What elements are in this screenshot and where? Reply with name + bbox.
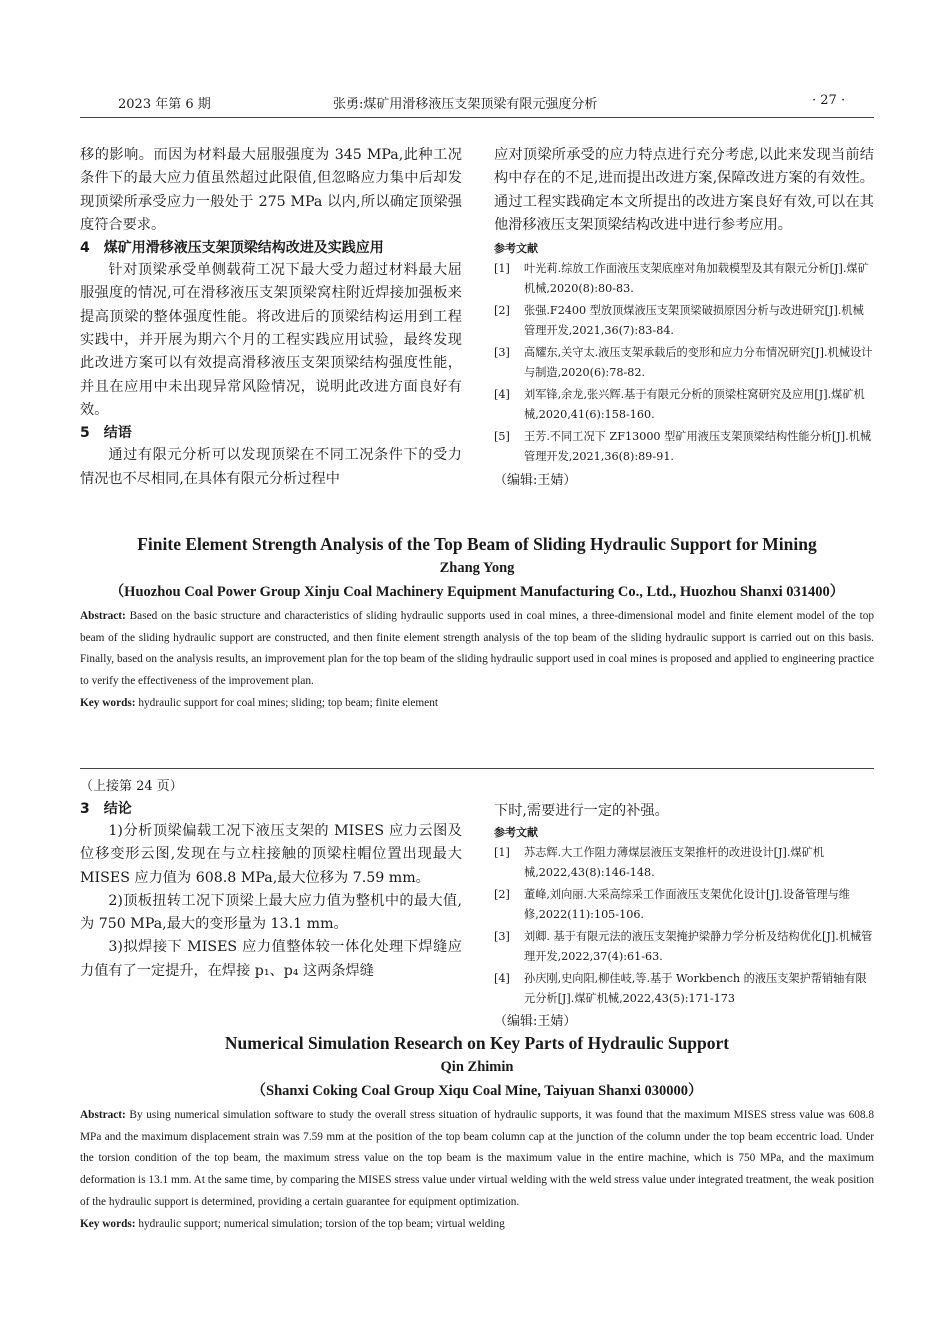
- reference-number: [3]: [494, 346, 510, 360]
- article2-conclusion-item: 2)顶板扭转工况下顶梁上最大应力值为整机中的最大值,为 750 MPa,最大的变形量为 13.1 mm。: [80, 892, 462, 933]
- keywords-text: hydraulic support; numerical simulation; torsion of the top beam; virtual welding: [135, 1217, 505, 1230]
- abstract-label: Abstract:: [80, 1109, 126, 1121]
- article1-section-5-heading: 5 结语: [80, 425, 132, 442]
- reference-number: [1]: [494, 846, 510, 860]
- article1-paragraph: 通过有限元分析可以发现顶梁在不同工况条件下的受力情况也不尽相同,在具体有限元分析过程中: [80, 447, 462, 487]
- article2-english-affiliation: （Shanxi Coking Coal Group Xiqu Coal Mine, Taiyuan Shanxi 030000）: [251, 1083, 703, 1099]
- reference-number: [4]: [494, 972, 510, 986]
- article2-english-abstract: [80, 1105, 874, 1214]
- reference-text: 张强.F2400 型放顶煤液压支架顶梁破损原因分析与改进研究[J].机械管理开发,2021,36(7):83-84.: [524, 304, 864, 337]
- article2-english-title: Numerical Simulation Research on Key Parts of Hydraulic Support: [224, 1033, 730, 1053]
- article1-editor-note: （编辑:王婧）: [494, 473, 577, 489]
- article1-left-column: [80, 144, 462, 491]
- keywords-label: Key words:: [80, 1217, 136, 1230]
- article2-conclusion-item: 1)分析顶梁偏载工况下液压支架的 MISES 应力云图及位移变形云图,发现在与立柱接触的顶梁柱帽位置出现最大 MISES 应力值为 608.8 MPa,最大位移为 7.59 mm。: [80, 823, 462, 886]
- reference-text: 王芳.不同工况下 ZF13000 型矿用液压支架顶梁结构性能分析[J].机械管理开发,2021,36(8):89-91.: [524, 430, 872, 463]
- article1-references-title: 参考文献: [494, 242, 538, 256]
- reference-number: [3]: [494, 930, 510, 944]
- reference-text: 董峰,刘向丽.大采高综采工作面液压支架优化设计[J].设备管理与维修,2022(11):105-106.: [524, 888, 850, 921]
- article1-right-column: [494, 144, 874, 492]
- article1-reference-list: [494, 259, 874, 466]
- article2-references-title: 参考文献: [494, 826, 538, 840]
- keywords-text: hydraulic support for coal mines; sliding; top beam; finite element: [135, 696, 438, 709]
- abstract-text: By using numerical simulation software to study the overall stress situation of hydraulic supports, it was found that the maximum MISES stress value was 608.8 MPa and the maximum displacement strain was 7.59 mm at the position of the top beam column cap at the junction of the column under the top beam eccentric load. Under the torsion condition of the top beam, the maximum stress value on the top beam is the maximum value in the entire machine, which is 750 MPa, and the maximum deformation is 13.1 mm. At the same time, by comparing the MISES stress value under virtual welding with the weld stress value under integrated treatment, the weak position of the hydraulic support is determined, providing a certain guarantee for equipment optimization.: [80, 1109, 874, 1208]
- reference-item: [494, 927, 874, 966]
- article1-paragraph: 应对顶梁所承受的应力特点进行充分考虑,以此来发现当前结构中存在的不足,进而提出改进方案,保障改进方案的有效性。通过工程实践确定本文所提出的改进方案良好有效,可以在其他滑移液压支架顶梁结构改进中进行参考应用。: [494, 147, 874, 233]
- article2-right-column: [494, 800, 874, 1033]
- keywords-label: Key words:: [80, 696, 136, 709]
- article2-english-author: Qin Zhimin: [440, 1059, 514, 1075]
- reference-number: [2]: [494, 888, 510, 902]
- reference-item: [494, 343, 874, 382]
- reference-text: 刘军锋,余龙,张兴辉.基于有限元分析的顶梁柱窝研究及应用[J].煤矿机械,2020,41(6):158-160.: [524, 388, 865, 421]
- article-divider-rule: [80, 768, 874, 769]
- header-rule: [80, 117, 874, 118]
- article1-section-4-heading: 4 煤矿用滑移液压支架顶梁结构改进及实践应用: [80, 240, 384, 257]
- reference-text: 刘卿. 基于有限元法的液压支架掩护梁静力学分析及结构优化[J].机械管理开发,2022,37(4):61-63.: [524, 930, 873, 963]
- reference-item: [494, 301, 874, 340]
- article2-conclusion-item: 3)拟焊接下 MISES 应力值整体较一体化处理下焊缝应力值有了一定提升，在焊接 p₁、p₄ 这两条焊缝: [80, 939, 462, 979]
- reference-text: 叶光莉.综放工作面液压支架底座对角加载模型及其有限元分析[J].煤矿机械,2020(8):80-83.: [524, 262, 869, 295]
- reference-number: [4]: [494, 388, 510, 402]
- abstract-text: Based on the basic structure and characteristics of sliding hydraulic supports used in coal mines, a three-dimensional model and finite element model of the top beam of the sliding hydraulic support are constructed, and then finite element strength analysis of the top beam of the sliding hydraulic support is carried out on this basis. Finally, based on the analysis results, an improvement plan for the top beam of the sliding hydraulic support used in coal mines is proposed and applied to engineering practice to verify the effectiveness of the improvement plan.: [80, 610, 874, 688]
- reference-number: [1]: [494, 262, 510, 276]
- article2-english-block: [80, 1031, 874, 1235]
- reference-text: 高耀东,关守太.液压支架承载后的变形和应力分布情况研究[J].机械设计与制造,2020(6):78-82.: [524, 346, 873, 379]
- article2-continued-note: （上接第 24 页）: [80, 779, 183, 794]
- reference-number: [5]: [494, 430, 510, 444]
- header-page-number: · 27 ·: [812, 93, 846, 108]
- reference-item: [494, 427, 874, 466]
- reference-item: [494, 843, 874, 882]
- article2-paragraph: 下时,需要进行一定的补强。: [494, 803, 669, 819]
- header-title: 张勇:煤矿用滑移液压支架顶梁有限元强度分析: [333, 97, 598, 112]
- article1-english-affiliation: （Huozhou Coal Power Group Xinju Coal Machinery Equipment Manufacturing Co., Ltd., Huozhou Shanxi 031400）: [109, 584, 845, 600]
- article2-editor-note: （编辑:王婧）: [494, 1014, 577, 1030]
- reference-text: 孙庆刚,史向阳,柳佳岐,等.基于 Workbench 的液压支架护帮销轴有限元分析[J].煤矿机械,2022,43(5):171-173: [524, 972, 867, 1005]
- article1-english-author: Zhang Yong: [439, 560, 515, 576]
- article2-english-keywords: [80, 1214, 874, 1236]
- article2-left-column: [80, 776, 462, 983]
- reference-item: [494, 885, 874, 924]
- article1-english-block: [80, 532, 874, 715]
- reference-item: [494, 259, 874, 298]
- reference-text: 苏志辉.大工作阻力薄煤层液压支架推杆的改进设计[J].煤矿机械,2022,43(8):146-148.: [524, 846, 825, 879]
- article1-paragraph: 移的影响。而因为材料最大屈服强度为 345 MPa,此种工况条件下的最大应力值虽然超过此限值,但忽略应力集中后却发现顶梁所承受应力一般处于 275 MPa 以内,所以确定顶梁强度符合要求。: [80, 147, 462, 233]
- abstract-label: Abstract:: [80, 610, 126, 622]
- article2-section-3-heading: 3 结论: [80, 801, 132, 817]
- article1-paragraph: 针对顶梁承受单侧载荷工况下最大受力超过材料最大屈服强度的情况,可在滑移液压支架顶梁窝柱附近焊接加强板来提高顶梁的整体强度性能。将改进后的顶梁结构运用到工程实践中，并开展为期六个月的工程实践应用试验，最终发现此改进方案可以有效提高滑移液压支架顶梁结构强度性能，并且在应用中未出现异常风险情况，说明此改进方面良好有效。: [80, 262, 462, 418]
- article1-english-title: Finite Element Strength Analysis of the Top Beam of Sliding Hydraulic Support for Mining: [137, 534, 817, 554]
- reference-item: [494, 385, 874, 424]
- article1-english-keywords: [80, 693, 874, 715]
- article1-english-abstract: [80, 606, 874, 693]
- reference-number: [2]: [494, 304, 510, 318]
- article2-reference-list: [494, 843, 874, 1008]
- header-issue: 2023 年第 6 期: [118, 97, 211, 112]
- reference-item: [494, 969, 874, 1008]
